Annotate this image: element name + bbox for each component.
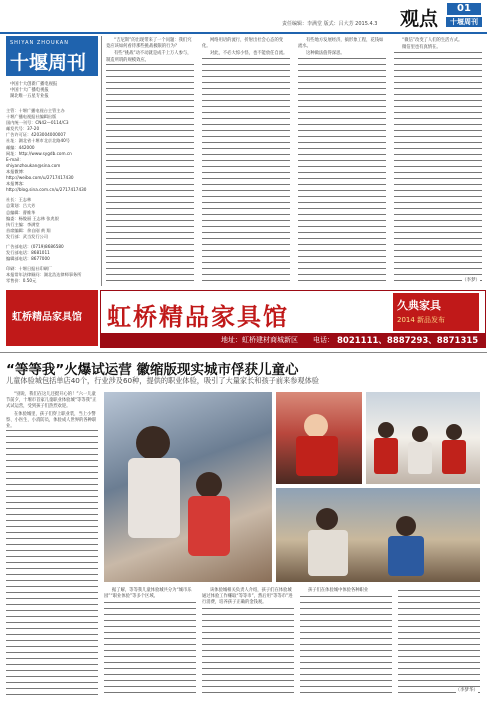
info-line: http://weibo.com/u/2717417430 — [6, 175, 74, 181]
ad-address: 地址：虹桥建材商城新区 — [221, 336, 298, 344]
opinion-column-4 — [394, 38, 482, 286]
info-line: 广告部电话：(0719)8686580 — [6, 243, 64, 249]
masthead-title: 十堰周刊 — [10, 52, 87, 74]
article-photo-4 — [276, 488, 480, 582]
page-number: 01 — [447, 3, 481, 15]
article-body-col-3 — [202, 588, 294, 698]
header-brand: 十堰周刊 — [446, 17, 482, 27]
photo-figure — [408, 442, 432, 474]
article-body-col-4 — [300, 588, 392, 698]
info-line: 编辑部电话：8677000 — [6, 256, 50, 262]
article-paragraph: 据了解，等等我儿童体验城共分为“城市乐园”“职业体验”等多个区域。 — [104, 588, 196, 600]
slogan-line: 中国十大创新广播电视报 — [10, 82, 58, 87]
article-paragraph: “别说，我们在这儿还挺开心的！”六一儿童节前夕，十堰市首家儿童职业体验城“等等我”正式试运营，受到孩子们热烈欢迎。 — [6, 392, 97, 410]
photo-figure — [188, 496, 230, 556]
info-line: http://blog.sina.com.cn/u/2717417430 — [6, 187, 87, 193]
info-line: 社址：湖北省十堰市北京北路40号 — [6, 138, 70, 144]
photo-figure — [374, 438, 398, 474]
info-line: 主管：十堰广播电视台主管主办 — [6, 108, 65, 113]
opinion-paragraph: “吉尼斯”的出现带来了一个问题：我们究竟应该如何看待那些挑战极限的行为？ — [106, 38, 194, 50]
editor-line: 责任编辑：李满堂 版式：吕大芳 2015.4.3 — [282, 21, 378, 27]
photo-figure — [378, 422, 394, 438]
info-line: 编委：杨俊丽 王志林 张兆银 — [6, 215, 59, 221]
info-line: 社长：王志林 — [6, 197, 32, 203]
opinion-paragraph: 网络用语的流行，折射出社会心态的变化。 — [202, 38, 290, 50]
opinion-paragraph: 微信里也有真情在。 — [394, 45, 482, 51]
ad-address-bar — [101, 333, 485, 347]
photo-figure — [396, 516, 416, 536]
photo-figure — [304, 414, 328, 438]
masthead-info — [6, 108, 98, 285]
info-line: 总编辑：曹维华 — [6, 209, 36, 215]
article-paragraph: 在体验城里，孩子们穿上职业装，当上小警察、小医生、小消防员，体验成人世界的各种职业。 — [6, 411, 97, 430]
photo-figure — [296, 436, 338, 476]
article-body-col-5 — [398, 588, 480, 698]
opinion-section — [106, 38, 484, 288]
section-divider — [0, 352, 487, 353]
photo-figure — [128, 458, 180, 538]
info-line: 首席编辑：余自刚 黄 翔 — [6, 227, 51, 233]
opinion-column-2 — [202, 38, 290, 286]
masthead-slogans — [10, 82, 98, 101]
feature-article — [0, 352, 487, 703]
header-rule — [0, 32, 487, 34]
ad-banner-title: 虹桥精品家具馆 — [107, 303, 289, 331]
photo-figure — [388, 536, 424, 576]
article-body-left — [6, 392, 98, 697]
masthead-title-en: SHIYAN ZHOUKAN — [10, 40, 69, 46]
article-byline: （李梦华） — [455, 687, 478, 693]
masthead-logo-block — [6, 36, 98, 76]
column-divider — [101, 36, 102, 286]
article-headline: “等等我”火爆试运营 徽缩版现实城市俘获儿童心 — [6, 362, 299, 378]
info-line: 本报微博： — [6, 168, 27, 174]
ad-brand-sub: 2014 新品发布 — [397, 316, 446, 324]
opinion-paragraph: 有些地方发展经济，搞形象工程，花钱如流水。 — [298, 38, 386, 50]
section-title: 观点 — [400, 8, 439, 30]
info-line: 网址：http://www.sygdb.com.cn — [6, 150, 72, 156]
ad-phone-label: 电话： — [313, 336, 334, 344]
opinion-paragraph: 有些“挑战”动不动就是成千上万人参与，制造所谓的规模效应。 — [106, 51, 194, 63]
article-paragraph: 孩子们在体验城中体验各种职业 — [300, 588, 392, 594]
opinion-paragraph: 这种做法值得深思。 — [298, 51, 386, 57]
info-line: shiyanzhoukan@sina.com — [6, 162, 61, 168]
opinion-paragraph: 对此，不必大惊小怪，也不能放任自流。 — [202, 51, 290, 57]
article-main-photo — [104, 392, 272, 582]
info-line: 本报博客： — [6, 181, 27, 187]
sidebar-ad-text: 虹桥精品家具馆 — [12, 312, 82, 323]
info-line: 广告许可证：4203004000007 — [6, 132, 66, 138]
ad-phone: 8021111、8887293、8871315 — [337, 336, 479, 346]
article-body-col-2 — [104, 588, 196, 698]
slogan-line: 湖北唯一五星专业报 — [10, 94, 49, 100]
photo-figure — [136, 426, 170, 460]
masthead-sidebar — [6, 36, 98, 406]
info-line: 总策划：吕大芳 — [6, 203, 36, 209]
info-line: 零售价：0.50元 — [6, 278, 37, 284]
opinion-column-1 — [106, 38, 194, 286]
article-photo-2 — [276, 392, 362, 484]
opinion-author-tag: （李梦） — [462, 277, 480, 283]
info-line: 国内统一刊号：CN42—0114/C3 — [6, 120, 69, 126]
info-line: E-mail： — [6, 156, 24, 162]
photo-figure — [308, 530, 348, 576]
opinion-column-3 — [298, 38, 386, 286]
photo-figure — [316, 508, 338, 530]
article-photo-3 — [366, 392, 480, 484]
sidebar-ad — [6, 290, 98, 346]
info-line: 邮编：442000 — [6, 144, 35, 150]
slogan-line: 中国十大广播电视报 — [10, 88, 49, 94]
info-line: 发行部：武当发行公司 — [6, 233, 48, 239]
opinion-paragraph: “微信”改变了人们的生活方式。 — [394, 38, 482, 44]
photo-figure — [446, 424, 462, 440]
info-line: 十堰广播电视报社编辑出版 — [6, 114, 57, 120]
info-line: 发行部电话：8681011 — [6, 250, 50, 256]
ad-brand-logo: 久典家具 — [397, 299, 441, 312]
ad-brand-block — [393, 293, 479, 331]
info-line: 印刷：十堰日报社印刷厂 — [6, 266, 53, 272]
photo-figure — [412, 426, 428, 442]
info-line: 邮发代号：37-20 — [6, 126, 40, 132]
article-subhead: 儿童体验城包括单店40个，行业涉及60种，提供的职业体验，吸引了大量家长和孩子前来参观体验 — [6, 376, 319, 385]
info-line: 执行主编：李满堂 — [6, 221, 40, 227]
photo-figure — [196, 472, 222, 498]
article-paragraph: 该体验城相关负责人介绍，孩子们在体验城通过体验工作赚取“等等币”，然后用“等等币”进行消费，培养孩子正确的金钱观。 — [202, 588, 293, 606]
page-header — [0, 0, 487, 36]
photo-figure — [442, 440, 466, 474]
ad-banner — [100, 290, 486, 348]
info-line: 本报常年法律顾问：湖北浩达律师事务所 — [6, 272, 82, 278]
